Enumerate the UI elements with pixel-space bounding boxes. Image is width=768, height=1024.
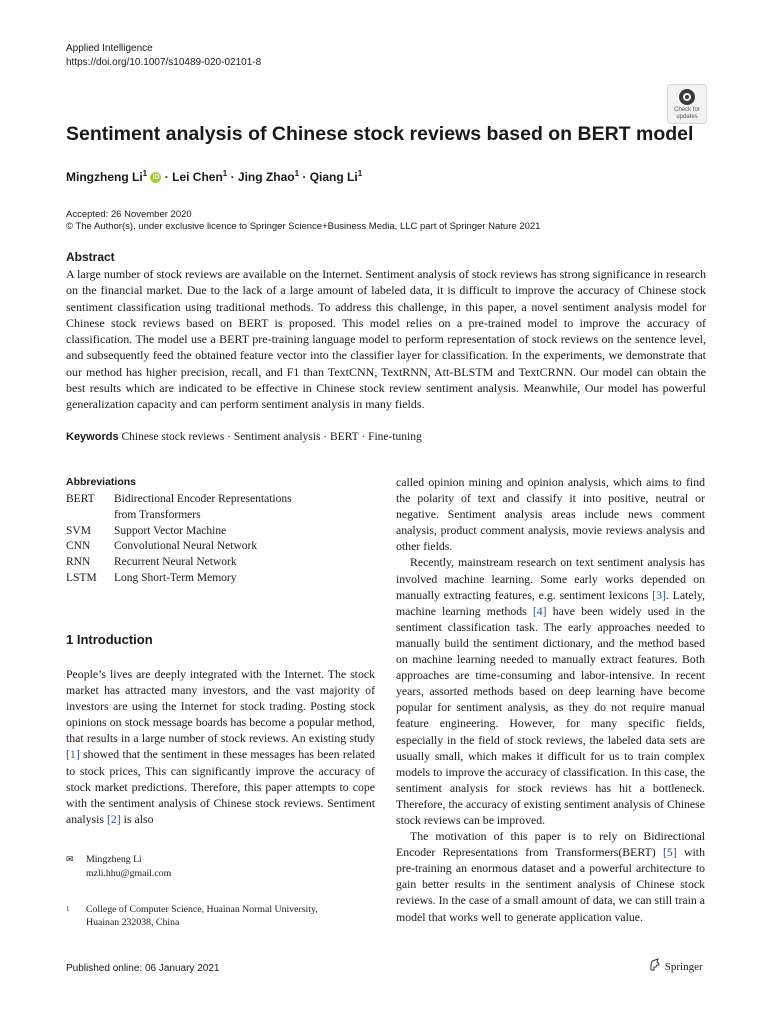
affiliation-line: Huainan 232038, China <box>86 917 180 928</box>
abbreviation-key: RNN <box>66 556 91 569</box>
affiliation-line: College of Computer Science, Huainan Normal University, <box>86 904 318 915</box>
author-2[interactable]: Lei Chen <box>172 170 223 184</box>
abbreviations-list <box>66 492 324 587</box>
author-sep: · <box>227 170 238 184</box>
intro-text: People’s lives are deeply integrated with the Internet. The stock market has attracted many investors, and the vast majority of investors are using the Internet for stock trading. Posting stock opinions on stock message boards has become a popular method, that results in a large number of stock reviews. An existing study <box>66 667 375 746</box>
abbreviation-key: LSTM <box>66 571 97 584</box>
author-1[interactable]: Mingzheng Li <box>66 170 143 184</box>
paragraph: called opinion mining and opinion analysis, which aims to find the polarity of text and classify it into positive, neutral or negative. Sentiment analysis areas include news comment analysis, product comment analysis, movie reviews analysis and other fields. <box>396 475 705 554</box>
abbreviation-key: SVM <box>66 524 91 537</box>
keywords-text: Chinese stock reviews · Sentiment analysis · BERT · Fine-tuning <box>121 431 422 443</box>
section-heading-introduction: 1 Introduction <box>66 632 153 647</box>
intro-text: have been widely used in the sentiment classification task. The early approaches needed to manually build the sentiment dictionary, and the method based on machine learning needed to manually extract features. Both approaches are time-consuming and labor-intensive. In recent years, assorted methods based on deep learning have become popular for sentiment analysis, as they do not require manual feature engineering. However, for many specific fields, especially in the field of stock reviews, the labeled data sets are usually small, which makes it difficult for us to train complex models to improve the accuracy of classification. In this case, the sentiment analysis for stock reviews has hit a bottleneck. Therefore, the accuracy of existing sentiment analysis of Chinese stock reviews can be improved. <box>396 603 706 827</box>
abbreviation-row <box>66 524 324 540</box>
abbreviation-value: Long Short-Term Memory <box>114 571 237 584</box>
citation-link[interactable]: [1] <box>66 747 80 762</box>
contact-email[interactable]: mzli.hhu@gmail.com <box>86 868 172 879</box>
abstract-text: A large number of stock reviews are available on the Internet. Sentiment analysis of stock reviews has strong significance in research on the financial market. Due to the lack of a large amount of labeled data, it is difficult to improve the accuracy of Chinese stock sentiment classification using traditional methods. To address this challenge, in this paper, a novel sentiment analysis model for Chinese stock reviews based on BERT is proposed. This model relies on a pre-trained model to improve the accuracy of classification. The model use a BERT pre-training language model to perform representation of stock reviews on the sentence level, and subsequently feed the obtained feature vector into the classifier layer for classification. In the experiments, we demonstrate that our method has higher precision, recall, and F1 than TextCNN, TextRNN, Att-BLSTM and TextCRNN. Our model can obtain the best results which are indicated to be effective in Chinese stock review sentiment analysis. Meanwhile, Our model has powerful generalization capacity and can perform sentiment analysis in many fields. <box>66 267 706 412</box>
intro-text: is also <box>120 811 154 826</box>
abbreviation-value: Support Vector Machine <box>114 524 227 537</box>
author-3[interactable]: Jing Zhao <box>237 170 295 184</box>
intro-left-column <box>66 666 375 827</box>
paragraph <box>396 554 705 828</box>
envelope-icon: ✉ <box>66 855 74 865</box>
abbreviation-row <box>66 492 324 508</box>
publisher-logo <box>648 958 703 974</box>
affiliation-footnote <box>66 903 318 929</box>
contact-name: Mingzheng Li <box>86 854 142 865</box>
paragraph <box>396 828 705 925</box>
author-2-affil: 1 <box>222 169 228 178</box>
citation-link[interactable]: [3] <box>652 587 666 602</box>
accepted-date: Accepted: 26 November 2020 <box>66 209 192 220</box>
springer-horse-icon <box>648 958 662 972</box>
author-sep: · <box>299 170 310 184</box>
copyright-line: © The Author(s), under exclusive licence to Springer Science+Business Media, LLC part of Springer Nature 2021 <box>66 221 541 232</box>
keywords-heading: Keywords <box>66 431 119 443</box>
abbreviation-row <box>66 539 324 555</box>
abbreviation-key: CNN <box>66 540 91 553</box>
abstract-heading: Abstract <box>66 250 115 264</box>
keywords <box>66 430 422 444</box>
abbreviation-value: Recurrent Neural Network <box>114 556 237 569</box>
journal-name: Applied Intelligence <box>66 43 153 54</box>
citation-link[interactable]: [4] <box>532 603 547 618</box>
affiliation-number: 1 <box>66 905 70 913</box>
check-updates-icon <box>679 89 695 105</box>
intro-text: with pre-training an enormous dataset and a powerful architecture to gain better results in the sentiment analysis of Chinese stock reviews. In the case of a small amount of data, we can still train a model that works well to generate application value. <box>396 845 705 924</box>
author-3-affil: 1 <box>294 169 300 178</box>
abbreviation-row <box>66 555 324 571</box>
publisher-name: Springer <box>664 961 703 973</box>
abbreviation-row <box>66 571 324 587</box>
author-4[interactable]: Qiang Li <box>309 170 358 184</box>
abbreviation-value: from Transformers <box>114 508 201 521</box>
author-list <box>66 170 362 185</box>
corresponding-author <box>66 853 171 880</box>
paper-title: Sentiment analysis of Chinese stock reviews based on BERT model <box>66 123 694 145</box>
author-1-affil: 1 <box>142 169 148 178</box>
intro-text: Recently, mainstream research on text sentiment analysis has involved machine learning. Some early works depended on manually extracting features, e.g. sentiment lexicons <box>396 555 705 602</box>
check-updates-label: Check for updates <box>674 107 700 120</box>
author-4-affil: 1 <box>357 169 363 178</box>
abbreviation-key: BERT <box>66 493 95 505</box>
intro-text: The motivation of this paper is to rely on Bidirectional Encoder Representations from Transformers(BERT) <box>396 829 705 860</box>
check-for-updates-badge[interactable] <box>667 84 707 124</box>
abbreviation-value: Convolutional Neural Network <box>114 540 258 553</box>
author-sep: · <box>161 170 173 184</box>
intro-right-column <box>396 474 705 925</box>
abbreviation-row <box>66 508 324 524</box>
published-date: Published online: 06 January 2021 <box>66 963 220 974</box>
citation-link[interactable]: [2] <box>106 811 121 826</box>
citation-link[interactable]: [5] <box>662 845 677 860</box>
abbreviation-value: Bidirectional Encoder Representations <box>114 493 292 505</box>
doi-link[interactable]: https://doi.org/10.1007/s10489-020-02101-8 <box>66 57 262 68</box>
orcid-icon[interactable]: iD <box>152 174 160 182</box>
abbreviation-key <box>66 508 114 524</box>
intro-text: showed that the sentiment in these messages has been related to stock prices, This can significantly improve the accuracy of stock market predictions. Therefore, this paper attempts to cope with the sentiment analysis of Chinese stock reviews. Sentiment analysis <box>66 747 375 826</box>
intro-text: . Lately, machine learning methods <box>396 587 705 618</box>
abbreviations-heading: Abbreviations <box>66 476 137 488</box>
